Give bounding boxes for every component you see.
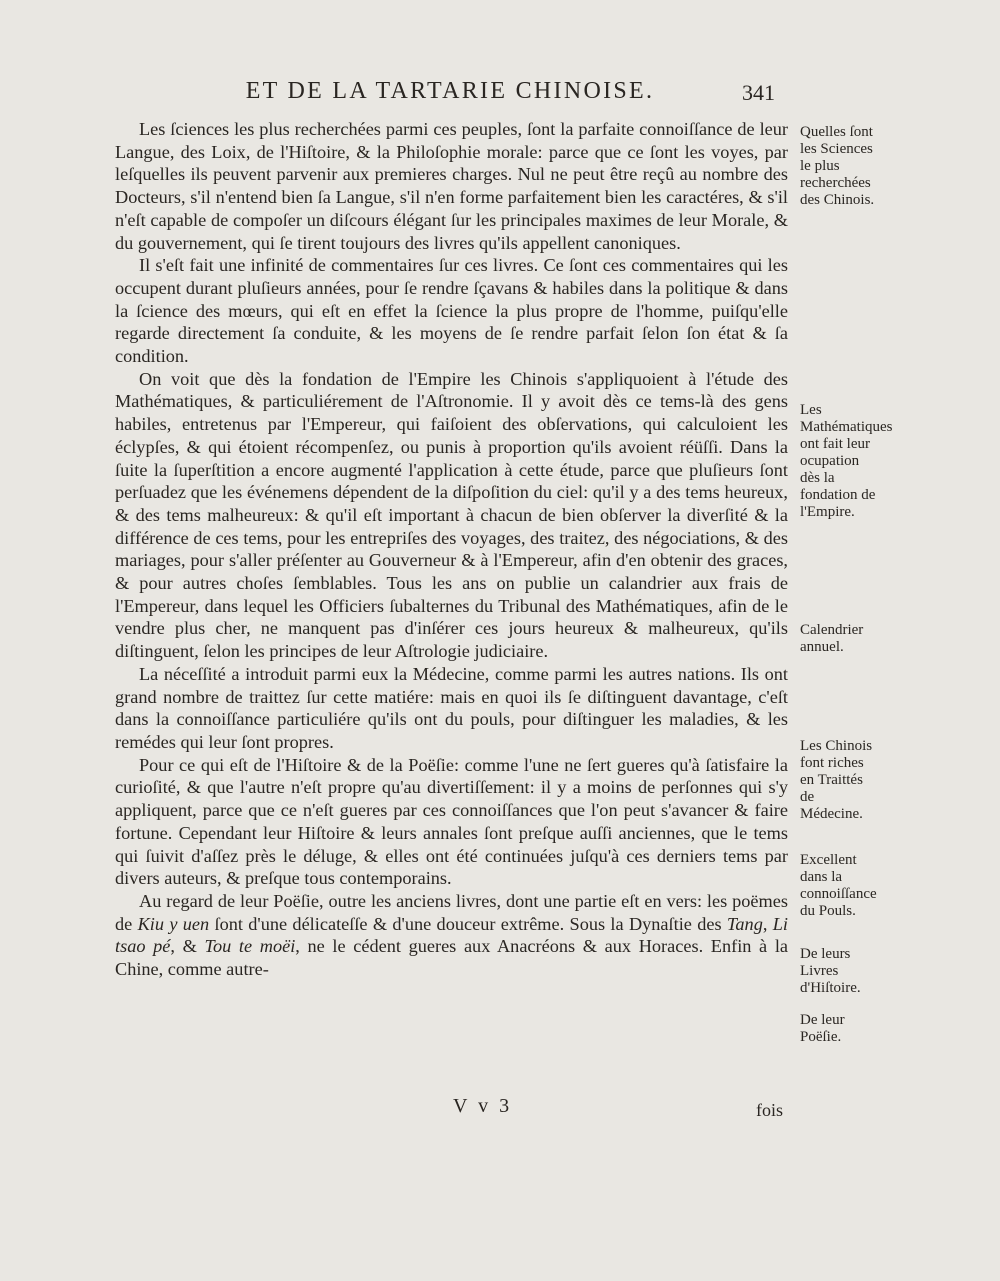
poet-name: Kiu y uen — [137, 913, 210, 934]
paragraph-commentaries: Il s'eſt fait une infinité de commentaires ſur ces livres. Ce ſont ces commentaires qui les occupent durant pluſieurs années, pour ſe rendre ſçavans & habiles dans la politique & dans la ſcience des mœurs, qui eſt en effet la ſcience la plus propre de l'homme, puiſqu'elle regarde directement ſa conduite, & les moyens de ſe rendre parfait ſelon ſon état & ſa condition. — [115, 255, 788, 367]
paragraph-mathematics: On voit que dès la fondation de l'Empire les Chinois s'appliquoient à l'étude des Mathématiques, & particuliérement de l'Aſtronomie. Il y avoit dès ce tems-là des gens habiles, entretenus par l'Empereur, qui faiſoient des obſervations, qui calculoient les éclypſes, & qui étoient récompenſez, ou punis à proportion qu'ils avoient réüſſi. Dans la ſuite la ſuperſtition a encore augmenté l'application à cette étude, parce que pluſieurs ſont perſuadez que les événemens dépendent de la diſpoſition du ciel: qu'il y a des tems heureux, & des tems malheureux: & qu'il eſt important à chacun de bien obſerver la diverſité & la différence de ces tems, pour les entrepriſes des voyages, des traitez, des négociations, & des mariages, pour s'aller préſenter au Gouverneur & à l'Empereur, afin d'en obtenir des graces, & pour autres choſes ſemblables. Tous les ans on publie un calandrier aux frais de l'Empereur, dans lequel les Officiers ſubalternes du Tribunal des Mathématiques, afin de le vendre plus cher, ne manquent pas d'inſérer ces jours heureux & malheureux, qu'ils diſtinguent, ſelon les principes de leur Aſtrologie judiciaire. — [115, 368, 788, 662]
main-text — [115, 118, 788, 981]
signature-mark: V v 3 — [453, 1095, 513, 1117]
paragraph-medicine: La néceſſité a introduit parmi eux la Médecine, comme parmi les autres nations. Ils ont grand nombre de traittez ſur cette matiére: mais en quoi ils ſe diſtinguent davantage, c'eſt dans la connoiſſance particuliére qu'ils ont du pouls, pour diſtinguer les maladies, & les remédes qui leur ſont propres. — [115, 663, 788, 752]
margin-note-poetry: De leur Poëſie. — [800, 1012, 845, 1045]
paragraph-sciences: Les ſciences les plus recherchées parmi ces peuples, ſont la parfaite connoiſſance de leur Langue, des Loix, de l'Hiſtoire, & la Philoſophie morale: parce que ce ſont les voyes, par leſquelles ils peuvent parvenir aux premieres charges. Nul ne peut être reçû au nombre des Docteurs, s'il n'entend bien ſa Langue, s'il n'en forme parfaitement bien les caractéres, & s'il n'eſt capable de compoſer un diſcours élégant ſur les principales maximes de leur Morale, & du gouvernement, qui ſe tirent toujours des livres qu'ils appellent canoniques. — [115, 119, 788, 253]
catchword: fois — [756, 1100, 783, 1120]
dynasty-name: Tang — [726, 913, 763, 934]
margin-note-sciences: Quelles ſont les Sciences le plus recherchées des Chinois. — [800, 124, 875, 208]
poetry-text: ſont d'une délicateſſe & d'une douceur extrême. Sous la Dynaſtie des — [209, 913, 727, 934]
page-number: 341 — [742, 80, 775, 105]
paragraph-history: Pour ce qui eſt de l'Hiſtoire & de la Poëſie: comme l'une ne ſert gueres qu'à ſatisfaire la curioſité, & que l'autre n'eſt propre qu'au divertiſſement: il y a moins de perſonnes qui s'y appliquent, parce que ce n'eſt gueres par ces connoiſſances que l'on peut s'avancer & faire fortune. Cependant leur Hiſtoire & leurs annales ſont preſque auſſi anciennes, que le tems qui ſuivit d'aſſez près le déluge, & elles ont été continuées juſqu'à ces derniers tems par divers auteurs, & preſque tous contemporains. — [115, 754, 788, 889]
margin-note-calendar: Calendrier annuel. — [800, 622, 864, 655]
paragraph-poetry — [115, 890, 788, 981]
margin-note-mathematics: Les Mathématiques ont fait leur ocupation dès la fondation de l'Empire. — [800, 402, 893, 520]
running-title: ET DE LA TARTARIE CHINOISE. — [245, 78, 655, 104]
poet-name: Tou te moëi — [204, 936, 296, 957]
margin-note-medicine: Les Chinois font riches en Traittés de Médecine. — [800, 738, 873, 822]
margin-note-pulse: Excellent dans la connoiſſance du Pouls. — [800, 852, 877, 919]
poetry-text: , & — [170, 936, 205, 957]
poetry-text: , — [762, 913, 773, 934]
poetry-text: , ne le cédent gueres aux Anacréons & aux Horaces. Enfin à la Chine, comme autre- — [115, 936, 789, 980]
poet-name: Li tsao pé — [115, 913, 788, 957]
poetry-text: Au regard de leur Poëſie, outre les anciens livres, dont une partie eſt en vers: les poëmes de — [115, 890, 788, 934]
margin-note-history: De leurs Livres d'Hiſtoire. — [800, 946, 861, 996]
